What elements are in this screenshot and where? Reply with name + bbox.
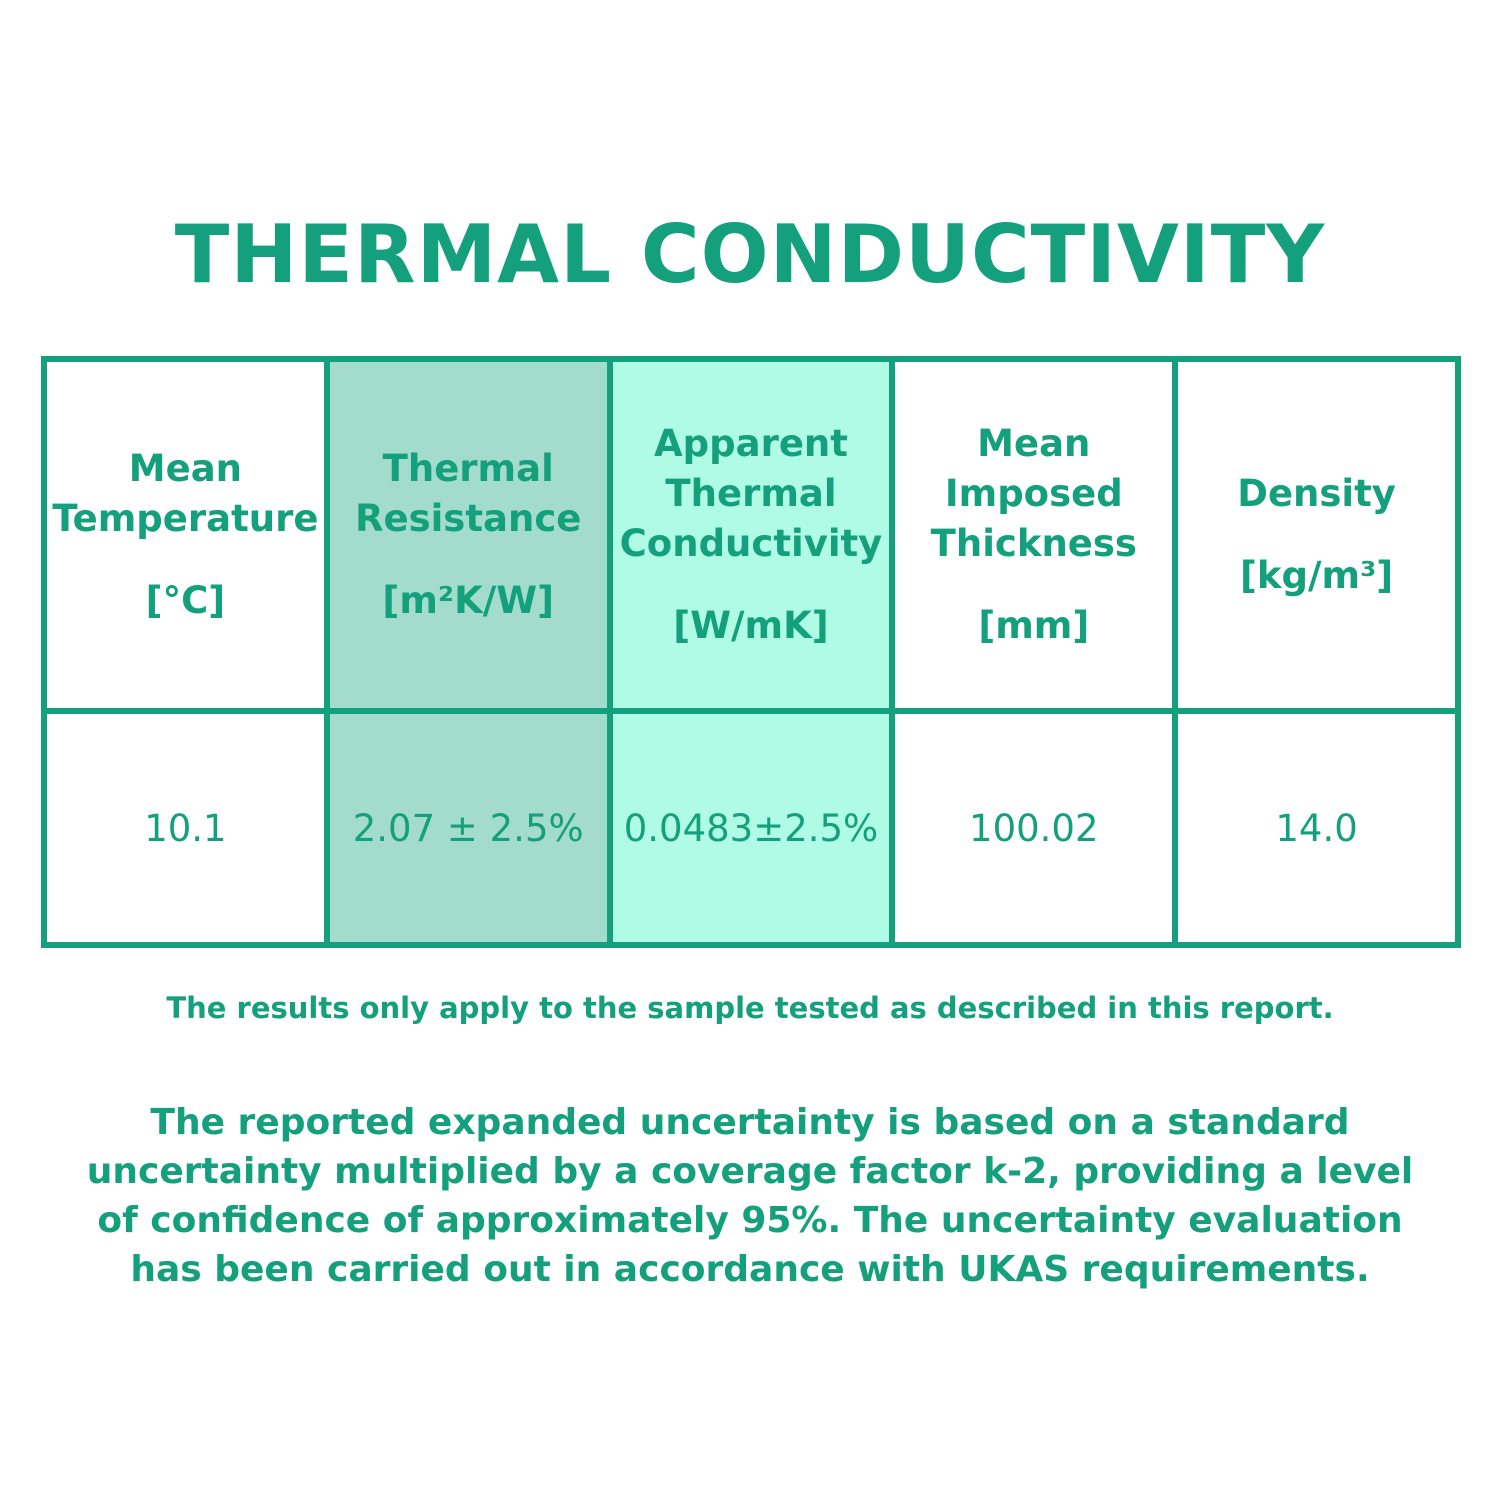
header-thermal-resistance: [327, 359, 610, 711]
header-mean-temperature: [44, 359, 327, 711]
table-row: [44, 711, 1458, 945]
value-mean-imposed-thickness: [892, 711, 1175, 945]
results-note: The results only apply to the sample tested as described in this report.: [166, 991, 1334, 1025]
cell-value: 14.0: [1275, 806, 1358, 850]
header-label: Apparent Thermal Conductivity: [619, 422, 883, 565]
table-header-row: [44, 359, 1458, 711]
header-density: [1175, 359, 1458, 711]
cell-value: 10.1: [144, 806, 227, 850]
header-unit: [m²K/W]: [382, 579, 554, 622]
header-unit: [kg/m³]: [1240, 554, 1394, 597]
value-density: [1175, 711, 1458, 945]
value-apparent-thermal-conductivity: [610, 711, 893, 945]
header-label: Mean Imposed Thickness: [930, 422, 1137, 565]
header-unit: [mm]: [978, 604, 1090, 647]
header-label: Density: [1237, 472, 1396, 515]
header-mean-imposed-thickness: [892, 359, 1175, 711]
header-unit: [°C]: [145, 579, 226, 622]
header-apparent-thermal-conductivity: [610, 359, 893, 711]
header-unit: [W/mK]: [673, 604, 829, 647]
cell-value: 2.07 ± 2.5%: [352, 806, 584, 850]
results-table: [41, 356, 1461, 948]
header-label: Thermal Resistance: [355, 447, 582, 540]
value-thermal-resistance: [327, 711, 610, 945]
cell-value: 0.0483±2.5%: [623, 806, 879, 850]
cell-value: 100.02: [969, 806, 1099, 850]
value-mean-temperature: [44, 711, 327, 945]
header-label: Mean Temperature: [52, 447, 319, 540]
uncertainty-statement: The reported expanded uncertainty is based on a standard uncertainty multiplied by a coverage factor k-2, providing a level of confidence of approximately 95%. The uncertainty evaluation has been carried out in accordance with UKAS requirements.: [86, 1102, 1414, 1290]
page-title: THERMAL CONDUCTIVITY: [174, 208, 1326, 301]
